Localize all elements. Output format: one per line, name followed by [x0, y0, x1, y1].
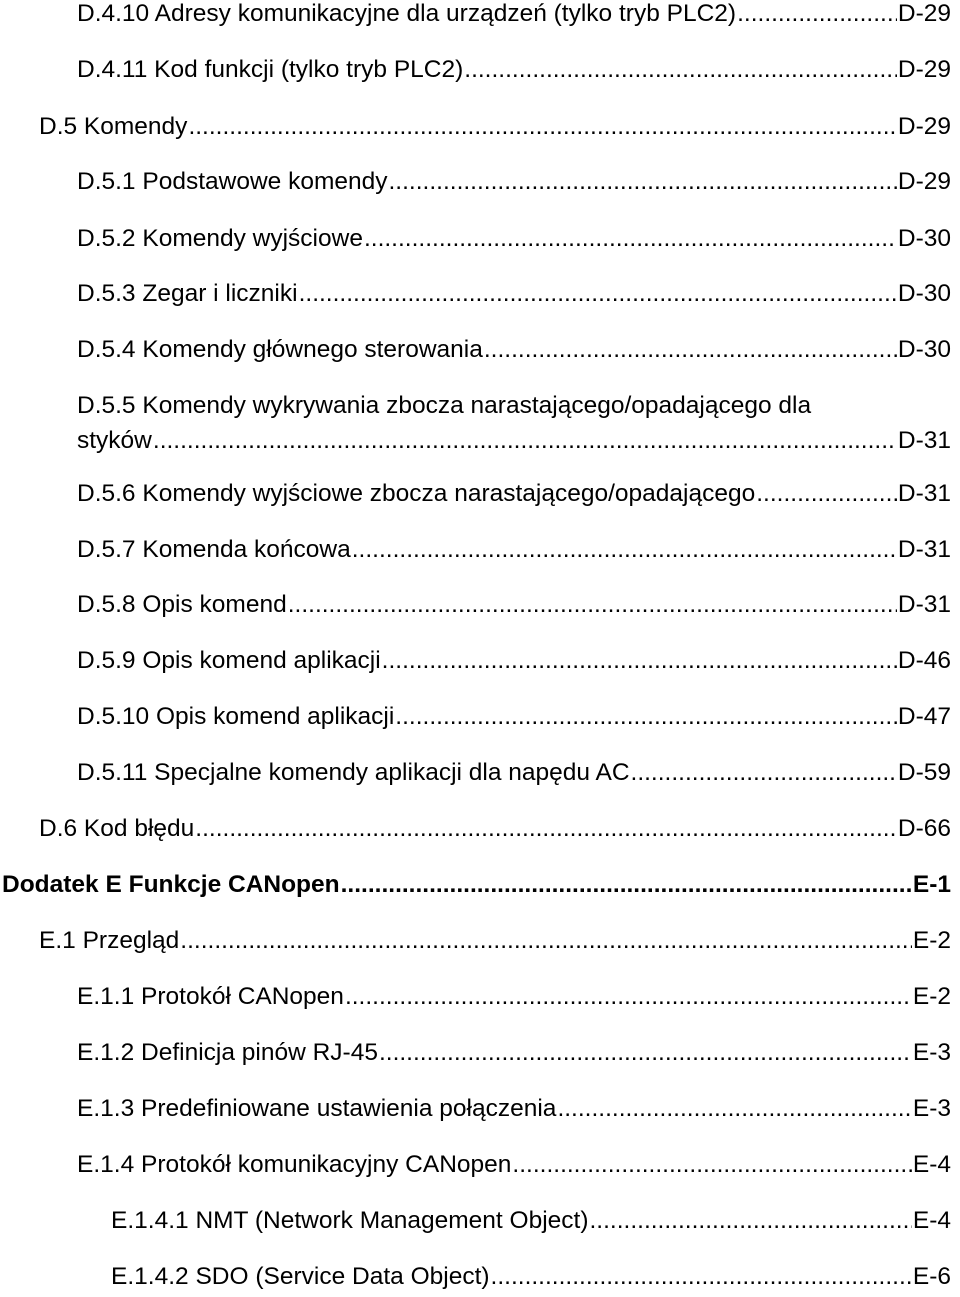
toc-entry-title: D.5.6 Komendy wyjściowe zbocza narastającego/opadającego — [77, 480, 756, 507]
toc-entry-e1-4[interactable] — [77, 1145, 951, 1185]
toc-entry-page: D-29 — [897, 113, 951, 140]
toc-entry-title: D.5.9 Opis komend aplikacji — [77, 647, 381, 674]
dot-leader — [345, 977, 912, 1017]
toc-entry-d5-9[interactable] — [77, 641, 951, 681]
dot-leader — [364, 219, 897, 259]
dot-leader — [389, 162, 897, 202]
toc-entry-page: E-3 — [912, 1039, 951, 1066]
dot-leader — [631, 753, 897, 793]
toc-entry-e1-4-2[interactable] — [111, 1257, 951, 1297]
toc-entry-page: D-29 — [897, 168, 951, 195]
toc-entry-d5-1[interactable] — [77, 162, 951, 202]
toc-entry-e1-1[interactable] — [77, 977, 951, 1017]
toc-entry-title: E.1 Przegląd — [39, 927, 180, 954]
toc-entry-page: D-30 — [897, 280, 951, 307]
toc-entry-title: E.1.4 Protokół komunikacyjny CANopen — [77, 1151, 512, 1178]
toc-entry-page: E-2 — [912, 983, 951, 1010]
dot-leader — [756, 474, 897, 514]
toc-entry-e1-3[interactable] — [77, 1089, 951, 1129]
toc-entry-e1[interactable] — [39, 921, 951, 961]
toc-entry-appendix-e[interactable] — [2, 865, 951, 905]
dot-leader — [180, 921, 912, 961]
dot-leader — [288, 585, 897, 625]
toc-entry-d4-10[interactable] — [77, 0, 951, 34]
toc-entry-title: D.5.10 Opis komend aplikacji — [77, 703, 395, 730]
toc-entry-title: E.1.1 Protokół CANopen — [77, 983, 344, 1010]
toc-entry-title: Dodatek E Funkcje CANopen — [2, 871, 340, 898]
toc-entry-title: D.5.11 Specjalne komendy aplikacji dla napędu AC — [77, 759, 630, 786]
toc-entry-page: D-30 — [897, 336, 951, 363]
toc-entry-e1-4-1[interactable] — [111, 1201, 951, 1241]
toc-entry-title: E.1.2 Definicja pinów RJ-45 — [77, 1039, 378, 1066]
dot-leader — [512, 1145, 911, 1185]
toc-entry-d5-8[interactable] — [77, 585, 951, 625]
toc-entry-d5-11[interactable] — [77, 753, 951, 793]
toc-entry-title: D.5 Komendy — [39, 113, 188, 140]
toc-entry-page: E-2 — [912, 927, 951, 954]
toc-entry-title: D.5.7 Komenda końcowa — [77, 536, 351, 563]
toc-entry-d5-3[interactable] — [77, 274, 951, 314]
toc-entry-page: D-31 — [897, 480, 951, 507]
dot-leader — [484, 330, 897, 370]
dot-leader — [395, 697, 897, 737]
dot-leader — [299, 274, 897, 314]
toc-entry-d5-4[interactable] — [77, 330, 951, 370]
toc-entry-page: D-31 — [897, 427, 951, 454]
dot-leader — [589, 1201, 911, 1241]
toc-entry-title: styków — [77, 427, 152, 454]
toc-entry-page: D-66 — [897, 815, 951, 842]
toc-entry-page: D-29 — [897, 0, 951, 27]
toc-entry-page: E-6 — [912, 1263, 951, 1290]
toc-entry-page: D-59 — [897, 759, 951, 786]
toc-entry-page: D-47 — [897, 703, 951, 730]
toc-entry-page: D-30 — [897, 225, 951, 252]
toc-entry-title: E.1.3 Predefiniowane ustawienia połączenia — [77, 1095, 557, 1122]
dot-leader — [153, 421, 897, 461]
dot-leader — [491, 1257, 912, 1297]
dot-leader — [195, 809, 897, 849]
toc-entry-title-line1: D.5.5 Komendy wykrywania zbocza narastającego/opadającego dla — [77, 392, 812, 419]
toc-entry-e1-2[interactable] — [77, 1033, 951, 1073]
toc-entry-title: E.1.4.1 NMT (Network Management Object) — [111, 1207, 589, 1234]
toc-entry-page: E-3 — [912, 1095, 951, 1122]
toc-entry-d5-5[interactable] — [77, 386, 951, 466]
dot-leader — [379, 1033, 912, 1073]
toc-entry-title: D.5.1 Podstawowe komendy — [77, 168, 388, 195]
toc-entry-page: D-31 — [897, 591, 951, 618]
toc-entry-title: E.1.4.2 SDO (Service Data Object) — [111, 1263, 490, 1290]
toc-entry-page: E-4 — [912, 1207, 951, 1234]
dot-leader — [341, 865, 912, 905]
toc-entry-d5-2[interactable] — [77, 219, 951, 259]
toc-entry-page: E-1 — [912, 871, 951, 898]
dot-leader — [352, 530, 897, 570]
dot-leader — [557, 1089, 911, 1129]
dot-leader — [188, 107, 896, 147]
toc-entry-title: D.4.10 Adresy komunikacyjne dla urządzeń (tylko tryb PLC2) — [77, 0, 737, 27]
toc-entry-title: D.5.3 Zegar i liczniki — [77, 280, 298, 307]
toc-entry-title: D.4.11 Kod funkcji (tylko tryb PLC2) — [77, 56, 464, 83]
toc-entry-page: E-4 — [912, 1151, 951, 1178]
toc-entry-page: D-46 — [897, 647, 951, 674]
toc-entry-title: D.6 Kod błędu — [39, 815, 195, 842]
toc-entry-title: D.5.8 Opis komend — [77, 591, 287, 618]
toc-entry-d5-6[interactable] — [77, 474, 951, 514]
dot-leader — [737, 0, 897, 34]
toc-entry-title: D.5.2 Komendy wyjściowe — [77, 225, 363, 252]
dot-leader — [382, 641, 897, 681]
toc-entry-title: D.5.4 Komendy głównego sterowania — [77, 336, 483, 363]
toc-entry-d5[interactable] — [39, 107, 951, 147]
toc-entry-page: D-29 — [897, 56, 951, 83]
toc-entry-d5-7[interactable] — [77, 530, 951, 570]
toc-entry-d6[interactable] — [39, 809, 951, 849]
dot-leader — [464, 50, 897, 90]
toc-entry-d5-10[interactable] — [77, 697, 951, 737]
toc-entry-d4-11[interactable] — [77, 50, 951, 90]
toc-entry-page: D-31 — [897, 536, 951, 563]
